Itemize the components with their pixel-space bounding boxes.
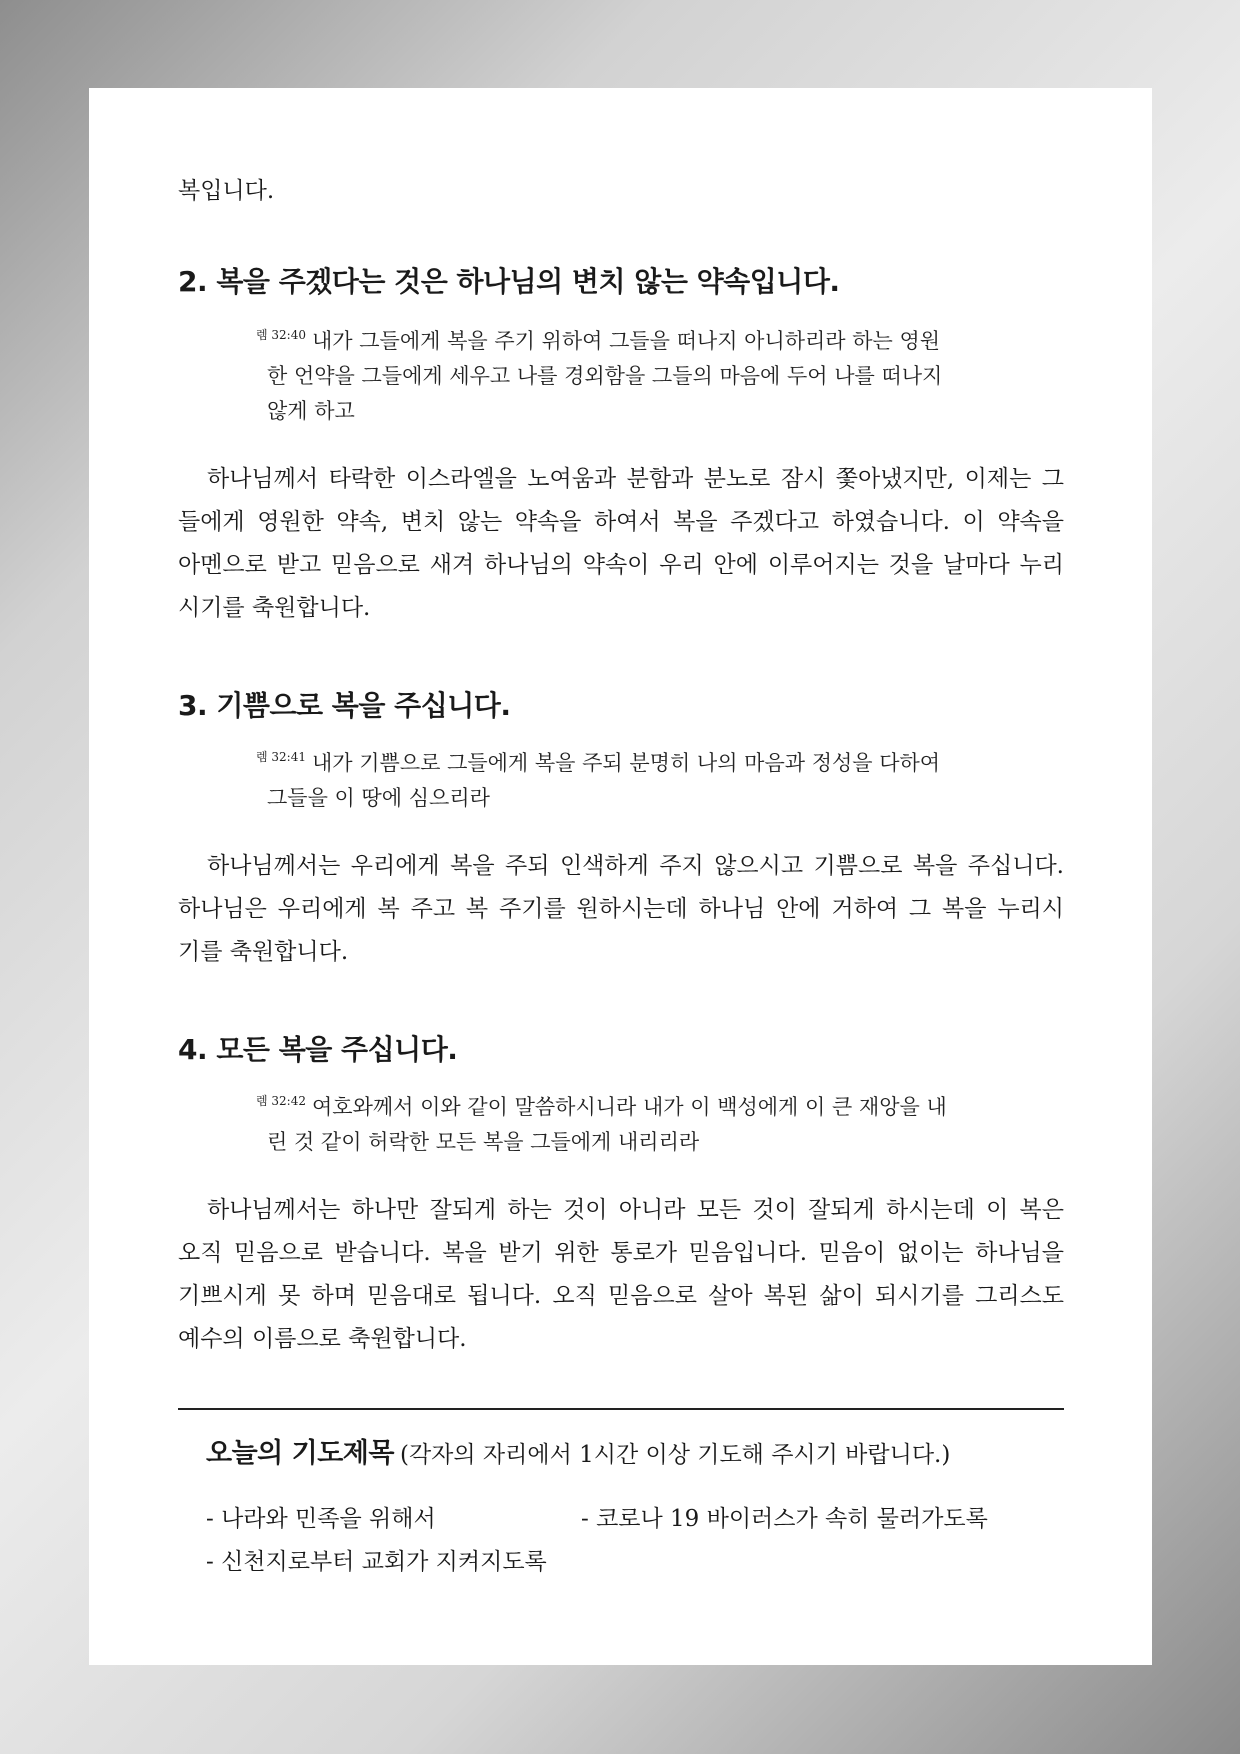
prayer-item: - 신천지로부터 교회가 지켜지도록: [206, 1549, 547, 1575]
paragraph-line: 하나님께서는 우리에게 복을 주되 인색하게 주지 않으시고 기쁨으로 복을 주십니다.: [207, 853, 1064, 879]
scripture-text: 여호와께서 이와 같이 말씀하시니라 내가 이 백성에게 이 큰 재앙을 내: [312, 1095, 947, 1119]
lead-line: 복입니다.: [178, 178, 275, 204]
paragraph-line: 기를 축원합니다.: [178, 939, 349, 965]
prayer-title-main: 오늘의 기도제목: [206, 1438, 394, 1469]
body-paragraph: [178, 845, 1064, 974]
paragraph-line: 하나님은 우리에게 복 주고 복 주기를 원하시는데 하나님 안에 거하여 그 복을 누리시: [178, 896, 1064, 922]
prayer-item: - 나라와 민족을 위해서: [206, 1506, 436, 1532]
section-heading: 3. 기쁨으로 복을 주십니다.: [178, 689, 511, 722]
scripture-quote: [256, 318, 996, 429]
scripture-line: 않게 하고: [267, 399, 355, 423]
scripture-quote: [256, 1084, 996, 1160]
scripture-reference: 렘 32:41: [256, 750, 306, 764]
paragraph-line: 오직 믿음으로 받습니다. 복을 받기 위한 통로가 믿음입니다. 믿음이 없이는 하나님을: [178, 1240, 1064, 1266]
scripture-line: [256, 318, 996, 359]
prayer-item: - 코로나 19 바이러스가 속히 물러가도록: [581, 1506, 988, 1532]
paragraph-line: 시기를 축원합니다.: [178, 595, 371, 621]
prayer-title-note: (각자의 자리에서 1시간 이상 기도해 주시기 바랍니다.): [399, 1442, 951, 1468]
paragraph-line: 기쁘시게 못 하며 믿음대로 됩니다. 오직 믿음으로 살아 복된 삶이 되시기를 그리스도: [178, 1283, 1064, 1309]
scripture-reference: 렘 32:42: [256, 1094, 306, 1108]
body-paragraph: [178, 458, 1064, 630]
prayer-title: [206, 1431, 950, 1470]
paragraph-line: 예수의 이름으로 축원합니다.: [178, 1326, 467, 1352]
scripture-line: [256, 740, 996, 781]
section-heading: 2. 복을 주겠다는 것은 하나님의 변치 않는 약속입니다.: [178, 265, 840, 298]
paragraph-line: 들에게 영원한 약속, 변치 않는 약속을 하여서 복을 주겠다고 하였습니다. 이 약속을: [178, 509, 1064, 535]
scripture-quote: [256, 740, 996, 816]
section-heading: 4. 모든 복을 주십니다.: [178, 1033, 458, 1066]
section-divider: [178, 1408, 1064, 1410]
scripture-text: 내가 기쁨으로 그들에게 복을 주되 분명히 나의 마음과 정성을 다하여: [312, 751, 941, 775]
paragraph-line: 아멘으로 받고 믿음으로 새겨 하나님의 약속이 우리 안에 이루어지는 것을 날마다 누리: [178, 552, 1064, 578]
scripture-line: 린 것 같이 허락한 모든 복을 그들에게 내리리라: [267, 1130, 700, 1154]
paragraph-line: 하나님께서 타락한 이스라엘을 노여움과 분함과 분노로 잠시 쫓아냈지만, 이제는 그: [207, 466, 1064, 492]
scripture-text: 내가 그들에게 복을 주기 위하여 그들을 떠나지 아니하리라 하는 영원: [312, 329, 941, 353]
document-page: [89, 88, 1152, 1665]
paragraph-line: 하나님께서는 하나만 잘되게 하는 것이 아니라 모든 것이 잘되게 하시는데 이 복은: [207, 1197, 1064, 1223]
scripture-line: 그들을 이 땅에 심으리라: [267, 786, 490, 810]
scripture-line: [256, 1084, 996, 1125]
body-paragraph: [178, 1189, 1064, 1361]
scripture-reference: 렘 32:40: [256, 328, 306, 342]
scripture-line: 한 언약을 그들에게 세우고 나를 경외함을 그들의 마음에 두어 나를 떠나지: [267, 364, 943, 388]
